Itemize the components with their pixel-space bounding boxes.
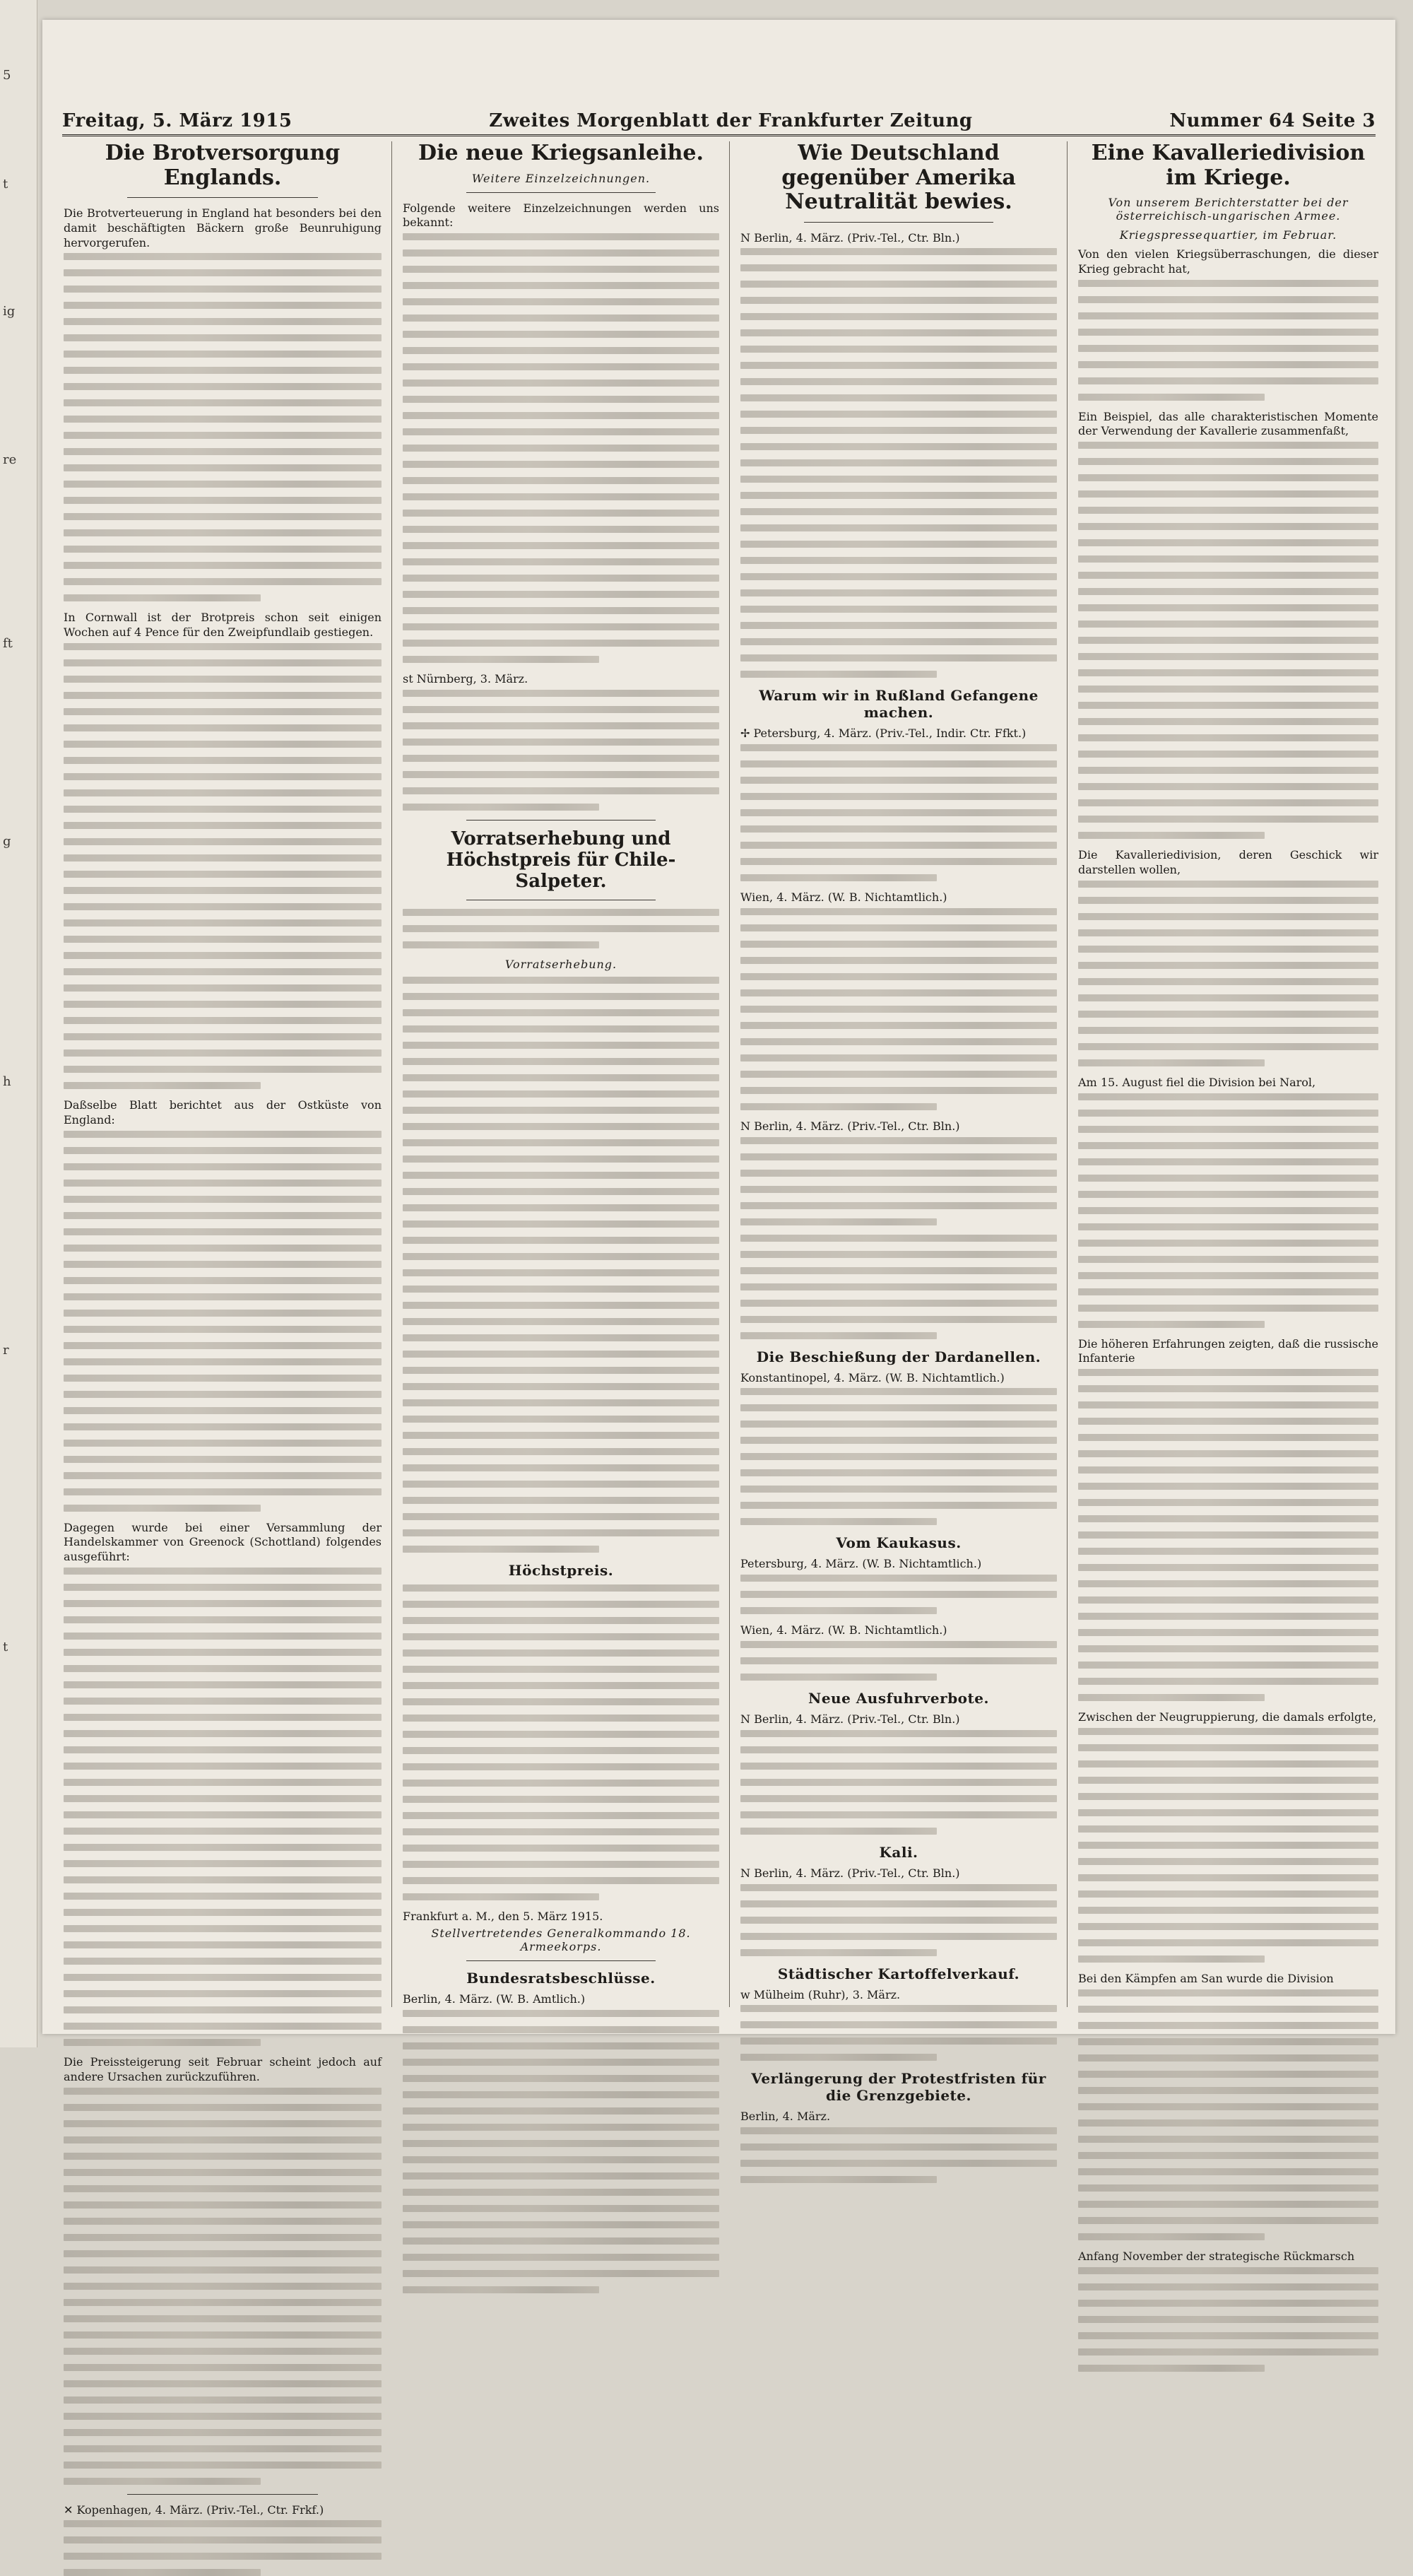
text-block bbox=[740, 1730, 1057, 1835]
section-title: Höchstpreis. bbox=[508, 1561, 614, 1579]
text-block bbox=[1078, 1989, 1378, 2240]
text-block bbox=[403, 690, 719, 811]
text-block bbox=[740, 908, 1057, 1110]
newspaper-page bbox=[42, 20, 1395, 2517]
column-divider bbox=[391, 141, 392, 2007]
section-title: Vom Kaukasus. bbox=[836, 1534, 962, 1552]
paragraph-lead: Am 15. August fiel die Division bei Narol, bbox=[1078, 1075, 1316, 1089]
dateline: Wien, 4. März. (W. B. Nichtamtlich.) bbox=[740, 1623, 947, 1637]
text-block bbox=[1078, 1728, 1378, 1963]
paragraph-lead: Dagegen wurde bei einer Versammlung der Handelskammer von Greenock (Schottland) folgendes ausgeführt: bbox=[64, 1520, 382, 1564]
paragraph-lead: Daßselbe Blatt berichtet aus der Ostküste von England: bbox=[64, 1098, 382, 1127]
dateline: st Nürnberg, 3. März. bbox=[403, 672, 528, 686]
column-2 bbox=[403, 141, 719, 2007]
section-title: Kali. bbox=[879, 1843, 918, 1861]
header-date: Freitag, 5. März 1915 bbox=[62, 110, 292, 131]
text-block bbox=[740, 1575, 1057, 1614]
section-subhead: Vorratserhebung. bbox=[504, 957, 617, 971]
paragraph-lead: Die Brotverteuerung in England hat besonders bei den damit beschäftigten Bäckern große Beunruhigung hervorgerufen. bbox=[64, 206, 382, 249]
paragraph-lead: Die Preissteigerung seit Februar scheint jedoch auf andere Ursachen zurückzuführen. bbox=[64, 2054, 382, 2083]
text-block bbox=[1078, 280, 1378, 401]
dateline: N Berlin, 4. März. (Priv.-Tel., Ctr. Bln.) bbox=[740, 230, 960, 245]
page-header bbox=[62, 96, 1376, 136]
column-1 bbox=[64, 141, 382, 2517]
text-block bbox=[64, 2088, 382, 2485]
column-divider bbox=[729, 141, 730, 2007]
section-title: Neue Ausfuhrverbote. bbox=[808, 1690, 989, 1707]
dateline: w Mülheim (Ruhr), 3. März. bbox=[740, 1987, 901, 2001]
text-block bbox=[64, 643, 382, 1089]
dateline: Wien, 4. März. (W. B. Nichtamtlich.) bbox=[740, 890, 947, 905]
paragraph-lead: Bei den Kämpfen am San wurde die Division bbox=[1078, 1971, 1334, 1985]
article-rule bbox=[466, 820, 656, 821]
text-block bbox=[403, 2010, 719, 2293]
paragraph-lead: Anfang November der strategische Rückmarsch bbox=[1078, 2249, 1355, 2263]
edge-char: g bbox=[3, 834, 11, 849]
edge-char: t bbox=[3, 1640, 8, 1654]
dateline: Berlin, 4. März. bbox=[740, 2110, 831, 2124]
edge-char: ig bbox=[3, 304, 16, 319]
paragraph-lead: Von den vielen Kriegsüberraschungen, die dieser Krieg gebracht hat, bbox=[1078, 247, 1378, 276]
text-block bbox=[740, 744, 1057, 881]
dateline: N Berlin, 4. März. (Priv.-Tel., Ctr. Bln.) bbox=[740, 1712, 960, 1727]
paragraph-lead: Zwischen der Neugruppierung, die damals erfolgte, bbox=[1078, 1710, 1377, 1724]
section-title: Bundesratsbeschlüsse. bbox=[466, 1970, 656, 1987]
dateline: ✢ Petersburg, 4. März. (Priv.-Tel., Indir. Ctr. Ffkt.) bbox=[740, 727, 1027, 741]
section-title: Die Beschießung der Dardanellen. bbox=[756, 1348, 1041, 1365]
signature-name: Stellvertretendes Generalkommando 18. Armeekorps. bbox=[431, 1927, 691, 1954]
signature-city: Frankfurt a. M., den 5. März 1915. bbox=[403, 1909, 603, 1923]
paragraph-lead: In Cornwall ist der Brotpreis schon seit einigen Wochen auf 4 Pence für den Zweipfundlaib gestiegen. bbox=[64, 611, 382, 640]
article-rule bbox=[466, 1960, 656, 1961]
text-block bbox=[64, 1568, 382, 2046]
text-block bbox=[403, 233, 719, 663]
text-block bbox=[1078, 1369, 1378, 1701]
text-block bbox=[1078, 442, 1378, 839]
text-block bbox=[740, 1641, 1057, 1681]
text-block bbox=[1078, 1093, 1378, 1328]
adjacent-page-strip bbox=[0, 0, 37, 2047]
article-headline: Wie Deutschland gegenüber Amerika Neutralität bewies. bbox=[781, 141, 1016, 214]
text-block bbox=[1078, 2267, 1378, 2372]
text-block bbox=[403, 977, 719, 1553]
text-block bbox=[740, 1235, 1057, 1339]
text-block bbox=[403, 1584, 719, 1900]
edge-char: r bbox=[3, 1343, 9, 1358]
text-block bbox=[64, 2520, 382, 2576]
article-rule bbox=[127, 2494, 318, 2495]
article-headline: Eine Kavalleriedivision im Kriege. bbox=[1091, 141, 1366, 190]
edge-char: 5 bbox=[3, 68, 11, 83]
paragraph-lead: Folgende weitere Einzelzeichnungen werden uns bekannt: bbox=[403, 201, 719, 230]
header-masthead: Zweites Morgenblatt der Frankfurter Zeitung bbox=[489, 110, 973, 131]
text-block bbox=[740, 1137, 1057, 1225]
article-headline: Die Brotversorgung Englands. bbox=[105, 141, 341, 190]
dateline: N Berlin, 4. März. (Priv.-Tel., Ctr. Bln.) bbox=[740, 1866, 960, 1880]
column-divider bbox=[1067, 141, 1068, 2007]
article-subhead: Von unserem Berichterstatter bei der österreichisch-ungarischen Armee. bbox=[1108, 196, 1349, 223]
dateline: Petersburg, 4. März. (W. B. Nichtamtlich.) bbox=[740, 1557, 982, 1571]
text-block bbox=[1078, 881, 1378, 1066]
text-block bbox=[740, 1884, 1057, 1956]
dateline: Konstantinopel, 4. März. (W. B. Nichtamtlich.) bbox=[740, 1370, 1005, 1384]
section-title: Städtischer Kartoffelverkauf. bbox=[777, 1965, 1020, 1982]
text-block bbox=[403, 909, 719, 948]
headline-rule bbox=[804, 222, 994, 223]
text-block bbox=[740, 2005, 1057, 2061]
edge-char: t bbox=[3, 177, 8, 192]
text-block bbox=[740, 2127, 1057, 2183]
column-4 bbox=[1078, 141, 1378, 2263]
section-title: Warum wir in Rußland Gefangene machen. bbox=[759, 687, 1039, 722]
article-dateline: Kriegspressequartier, im Februar. bbox=[1119, 228, 1337, 242]
headline-rule bbox=[127, 197, 318, 198]
section-title: Verlängerung der Protestfristen für die Grenzgebiete. bbox=[751, 2070, 1046, 2105]
column-3 bbox=[740, 141, 1057, 2124]
edge-char: ft bbox=[3, 636, 13, 651]
article-headline: Die neue Kriegsanleihe. bbox=[418, 141, 704, 165]
paragraph-lead: Die höheren Erfahrungen zeigten, daß die russische Infanterie bbox=[1078, 1336, 1378, 1365]
paragraph-lead: Die Kavalleriedivision, deren Geschick wir darstellen wollen, bbox=[1078, 848, 1378, 876]
dateline: ✕ Kopenhagen, 4. März. (Priv.-Tel., Ctr. Frkf.) bbox=[64, 2503, 324, 2517]
header-page-number: Nummer 64 Seite 3 bbox=[1169, 110, 1376, 131]
edge-char: h bbox=[3, 1074, 11, 1089]
article-headline: Vorratserhebung und Höchstpreis für Chile-Salpeter. bbox=[446, 828, 676, 892]
text-block bbox=[64, 1131, 382, 1512]
text-block bbox=[740, 1388, 1057, 1525]
dateline: N Berlin, 4. März. (Priv.-Tel., Ctr. Bln.) bbox=[740, 1119, 960, 1133]
dateline: Berlin, 4. März. (W. B. Amtlich.) bbox=[403, 1992, 586, 2006]
text-block bbox=[64, 253, 382, 601]
article-subhead: Weitere Einzelzeichnungen. bbox=[471, 171, 651, 185]
paragraph-lead: Ein Beispiel, das alle charakteristischen Momente der Verwendung der Kavallerie zusammenfaßt, bbox=[1078, 409, 1378, 438]
text-block bbox=[740, 248, 1057, 678]
headline-rule bbox=[466, 192, 656, 193]
edge-char: re bbox=[3, 452, 17, 467]
